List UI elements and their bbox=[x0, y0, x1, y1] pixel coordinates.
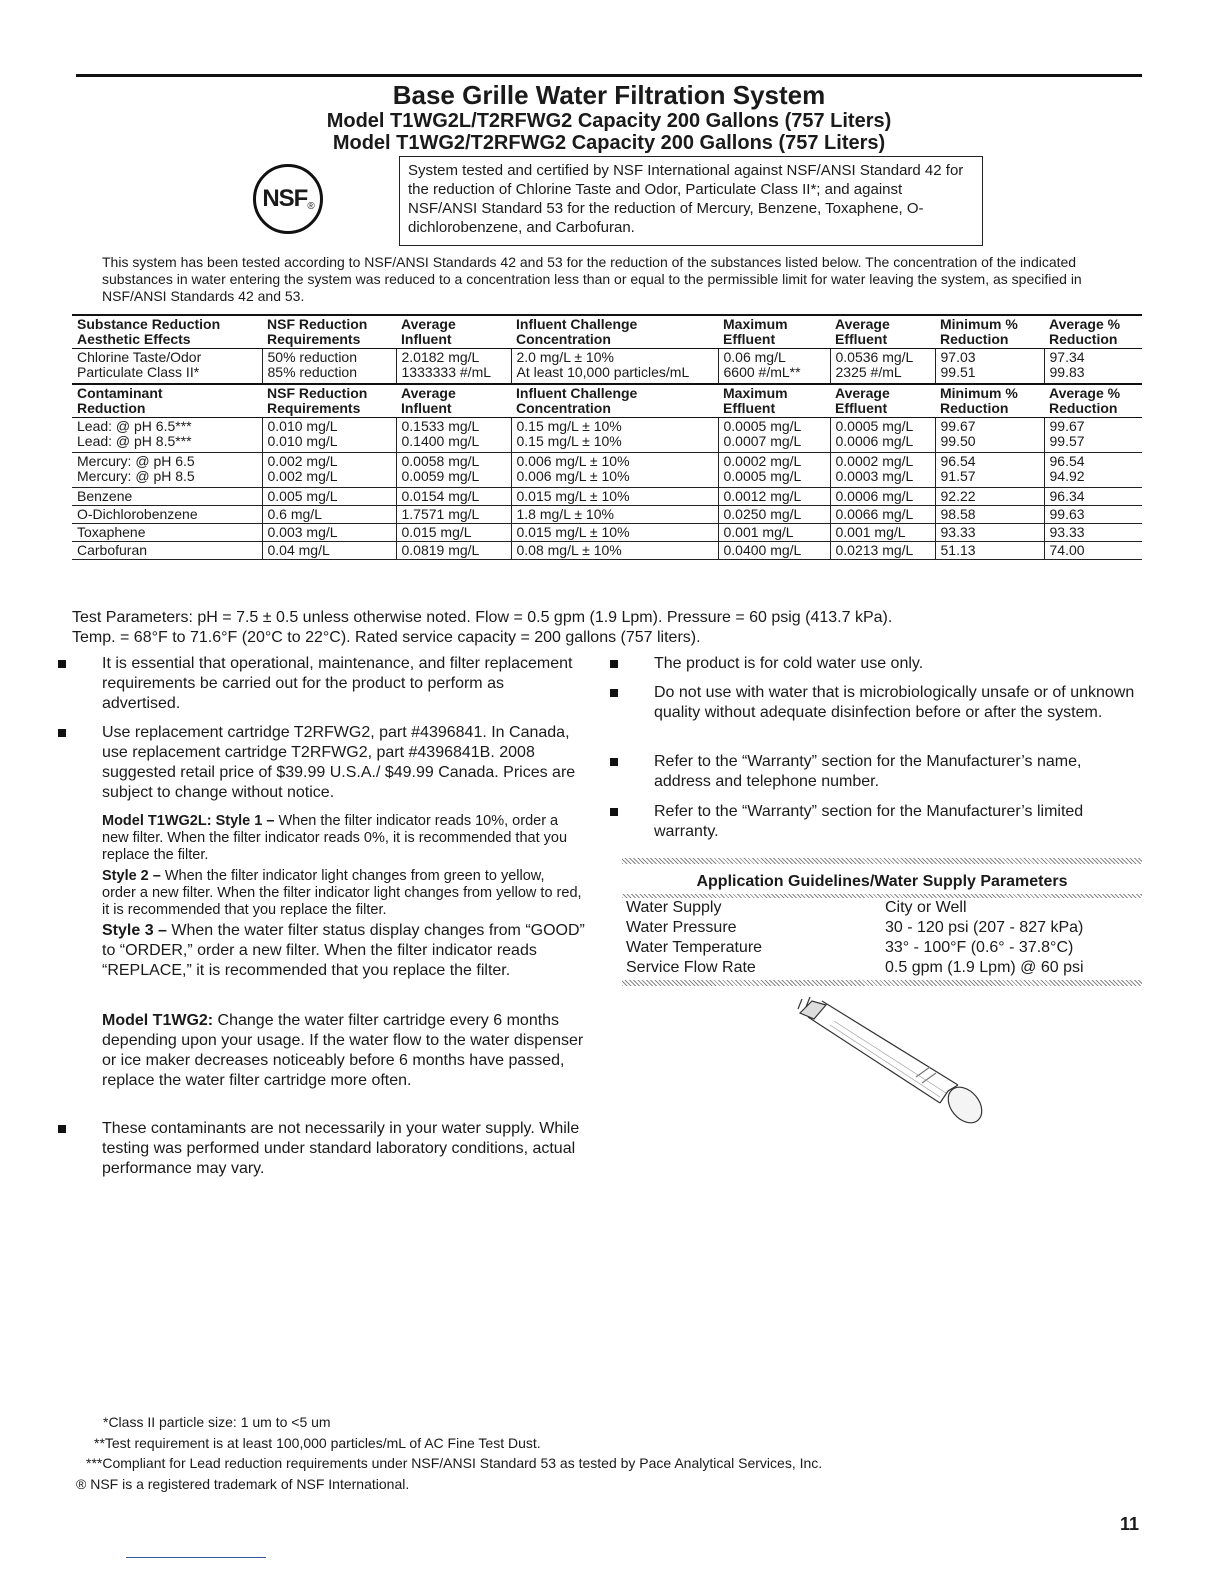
style-1-note bbox=[102, 813, 582, 864]
table-cell: 0.0005 mg/L 0.0007 mg/L bbox=[718, 418, 830, 453]
table-cell: 99.63 bbox=[1044, 506, 1142, 524]
table-cell: 1.7571 mg/L bbox=[396, 506, 511, 524]
style-2-note bbox=[102, 868, 582, 919]
table-header-row bbox=[72, 315, 1142, 349]
intro-paragraph: This system has been tested according to NSF/ANSI Standards 42 and 53 for the reduction of the substances listed below. The concentration of the indicated substances in water entering the system was reduced to a concentration less than or equal to the permissible limit for water leaving the system, as specified in NSF/ANSI Standards 42 and 53. bbox=[102, 254, 1082, 304]
table-cell: 0.0819 mg/L bbox=[396, 542, 511, 560]
table-cell: 92.22 bbox=[935, 488, 1044, 506]
table-cell: Mercury: @ pH 6.5 Mercury: @ pH 8.5 bbox=[72, 453, 262, 488]
table-cell: 0.0066 mg/L bbox=[830, 506, 935, 524]
table-cell: 0.15 mg/L ± 10% 0.15 mg/L ± 10% bbox=[511, 418, 718, 453]
table-cell: 1.8 mg/L ± 10% bbox=[511, 506, 718, 524]
table-cell: 51.13 bbox=[935, 542, 1044, 560]
test-parameters-line-2: Temp. = 68°F to 71.6°F (20°C to 22°C). Rated service capacity = 200 gallons (757 liters). bbox=[72, 629, 701, 646]
table-cell: 0.010 mg/L 0.010 mg/L bbox=[262, 418, 396, 453]
table-header-cell: Influent Challenge Concentration bbox=[511, 315, 718, 349]
bullet-warranty-name: Refer to the “Warranty” section for the Manufacturer’s name, address and telephone number. bbox=[654, 752, 1142, 792]
table-cell: 0.06 mg/L 6600 #/mL** bbox=[718, 349, 830, 385]
table-cell: 96.54 94.92 bbox=[1044, 453, 1142, 488]
test-parameters-line-1: Test Parameters: pH = 7.5 ± 0.5 unless otherwise noted. Flow = 0.5 gpm (1.9 Lpm). Pressure = 60 psig (413.7 kPa). bbox=[72, 609, 893, 626]
table-cell: 0.006 mg/L ± 10% 0.006 mg/L ± 10% bbox=[511, 453, 718, 488]
table-header-cell: Average % Reduction bbox=[1044, 384, 1142, 418]
model-subtitle-1: Model T1WG2L/T2RFWG2 Capacity 200 Gallons (757 Liters) bbox=[326, 110, 892, 132]
style-3-label: Style 3 – bbox=[102, 922, 167, 939]
footnote-class-ii: *Class II particle size: 1 um to <5 um bbox=[103, 1414, 331, 1430]
table-header-cell: NSF Reduction Requirements bbox=[262, 315, 396, 349]
bullet-cold-water: The product is for cold water use only. bbox=[654, 654, 1142, 674]
table-header-cell: Average Effluent bbox=[830, 384, 935, 418]
table-cell: 0.0213 mg/L bbox=[830, 542, 935, 560]
table-cell: 96.34 bbox=[1044, 488, 1142, 506]
style-1-label: Model T1WG2L: Style 1 – bbox=[102, 813, 275, 829]
table-cell: 99.67 99.50 bbox=[935, 418, 1044, 453]
application-param-name: Service Flow Rate bbox=[626, 959, 756, 976]
table-header-cell: Average Effluent bbox=[830, 315, 935, 349]
page-number: 11 bbox=[1120, 1514, 1140, 1534]
filter-cartridge-illustration bbox=[790, 995, 990, 1130]
bullet-maintenance: It is essential that operational, maintenance, and filter replacement requirements be carried out for the product to perform as advertised. bbox=[102, 654, 582, 714]
table-header-cell: Minimum % Reduction bbox=[935, 315, 1044, 349]
test-parameters bbox=[72, 608, 1142, 648]
table-header-cell: Average % Reduction bbox=[1044, 315, 1142, 349]
style-3-text: When the water filter status display changes from “GOOD” to “ORDER,” order a new filter. When the filter indicator reads “REPLACE,” it is recommended that you replace the filter. bbox=[102, 922, 585, 979]
reduction-table bbox=[72, 314, 1142, 560]
table-cell: 0.0400 mg/L bbox=[718, 542, 830, 560]
bullet-microbiological: Do not use with water that is microbiologically unsafe or of unknown quality without adequate disinfection before or after the system. bbox=[654, 683, 1142, 723]
table-cell: Benzene bbox=[72, 488, 262, 506]
table-cell: 93.33 bbox=[935, 524, 1044, 542]
table-cell: 97.34 99.83 bbox=[1044, 349, 1142, 385]
table-row bbox=[72, 524, 1142, 542]
application-param-name: Water Pressure bbox=[626, 919, 737, 936]
table-cell: 98.58 bbox=[935, 506, 1044, 524]
table-cell: 2.0182 mg/L 1333333 #/mL bbox=[396, 349, 511, 385]
table-cell: 0.005 mg/L bbox=[262, 488, 396, 506]
application-guidelines bbox=[622, 858, 1142, 986]
table-cell: 0.0005 mg/L 0.0006 mg/L bbox=[830, 418, 935, 453]
table-cell: 0.1533 mg/L 0.1400 mg/L bbox=[396, 418, 511, 453]
table-cell: 0.0154 mg/L bbox=[396, 488, 511, 506]
table-header-cell: Contaminant Reduction bbox=[72, 384, 262, 418]
table-cell: O-Dichlorobenzene bbox=[72, 506, 262, 524]
table-cell: 0.0012 mg/L bbox=[718, 488, 830, 506]
table-cell: 0.0002 mg/L 0.0003 mg/L bbox=[830, 453, 935, 488]
table-cell: 0.015 mg/L bbox=[396, 524, 511, 542]
table-header-cell: Maximum Effluent bbox=[718, 315, 830, 349]
table-cell: 96.54 91.57 bbox=[935, 453, 1044, 488]
table-cell: 0.0536 mg/L 2325 #/mL bbox=[830, 349, 935, 385]
table-cell: 97.03 99.51 bbox=[935, 349, 1044, 385]
table-cell: 0.0002 mg/L 0.0005 mg/L bbox=[718, 453, 830, 488]
table-header-cell: Average Influent bbox=[396, 315, 511, 349]
table-cell: 0.04 mg/L bbox=[262, 542, 396, 560]
table-cell: Chlorine Taste/Odor Particulate Class II* bbox=[72, 349, 262, 385]
table-header-cell: Minimum % Reduction bbox=[935, 384, 1044, 418]
table-row bbox=[72, 506, 1142, 524]
model-t1wg2-label: Model T1WG2: bbox=[102, 1012, 214, 1029]
footnote-test-requirement: **Test requirement is at least 100,000 particles/mL of AC Fine Test Dust. bbox=[94, 1435, 541, 1451]
bullet-contaminants: These contaminants are not necessarily in your water supply. While testing was performed under standard laboratory conditions, actual performance may vary. bbox=[102, 1119, 586, 1179]
style-2-label: Style 2 – bbox=[102, 868, 161, 884]
table-cell: 0.6 mg/L bbox=[262, 506, 396, 524]
table-cell: 0.002 mg/L 0.002 mg/L bbox=[262, 453, 396, 488]
certification-box: System tested and certified by NSF International against NSF/ANSI Standard 42 for the reduction of Chlorine Taste and Odor, Particulate Class II*; and against NSF/ANSI Standard 53 for the reduction of Mercury, Benzene, Toxaphene, O-dichlorobenzene, and Carbofuran. bbox=[399, 156, 983, 246]
table-cell: 50% reduction 85% reduction bbox=[262, 349, 396, 385]
table-row bbox=[72, 418, 1142, 453]
application-param-value: 0.5 gpm (1.9 Lpm) @ 60 psi bbox=[885, 959, 1084, 976]
page-header bbox=[76, 80, 1142, 154]
page-title: Base Grille Water Filtration System bbox=[392, 80, 826, 110]
table-cell: 2.0 mg/L ± 10% At least 10,000 particles/mL bbox=[511, 349, 718, 385]
table-cell: 0.003 mg/L bbox=[262, 524, 396, 542]
table-row bbox=[72, 453, 1142, 488]
table-cell: Toxaphene bbox=[72, 524, 262, 542]
nsf-logo bbox=[253, 164, 323, 234]
table-header-cell: NSF Reduction Requirements bbox=[262, 384, 396, 418]
table-header-cell: Influent Challenge Concentration bbox=[511, 384, 718, 418]
table-cell: 0.0006 mg/L bbox=[830, 488, 935, 506]
table-cell: Lead: @ pH 6.5*** Lead: @ pH 8.5*** bbox=[72, 418, 262, 453]
model-t1wg2-note bbox=[102, 1011, 592, 1091]
style-1-text: When the filter indicator reads 10%, order a new filter. When the filter indicator reads 0%, it is recommended that you replace the filter. bbox=[102, 813, 568, 863]
application-row bbox=[622, 898, 1142, 918]
table-cell: 0.001 mg/L bbox=[718, 524, 830, 542]
table-header-cell: Maximum Effluent bbox=[718, 384, 830, 418]
model-t1wg2-text: Change the water filter cartridge every 6 months depending upon your usage. If the water flow to the water dispenser or ice maker decreases noticeably before 6 months have passed, replace the water filter cartridge more often. bbox=[102, 1012, 584, 1089]
table-cell: 0.0250 mg/L bbox=[718, 506, 830, 524]
top-rule bbox=[76, 74, 1142, 77]
hatch-divider-bottom bbox=[622, 980, 1142, 986]
bullet-warranty-limited: Refer to the “Warranty” section for the Manufacturer’s limited warranty. bbox=[654, 802, 1142, 842]
table-cell: 0.001 mg/L bbox=[830, 524, 935, 542]
application-row bbox=[622, 958, 1142, 978]
application-row bbox=[622, 938, 1142, 958]
table-cell: Carbofuran bbox=[72, 542, 262, 560]
style-3-note bbox=[102, 921, 592, 981]
nsf-reg-mark: ® bbox=[307, 200, 314, 212]
application-param-name: Water Temperature bbox=[626, 939, 763, 956]
table-header-cell: Substance Reduction Aesthetic Effects bbox=[72, 315, 262, 349]
application-param-value: 33° - 100°F (0.6° - 37.8°C) bbox=[885, 939, 1074, 956]
table-row bbox=[72, 542, 1142, 560]
table-cell: 0.015 mg/L ± 10% bbox=[511, 488, 718, 506]
table-header-row bbox=[72, 384, 1142, 418]
footnote-lead-compliance: ***Compliant for Lead reduction requirements under NSF/ANSI Standard 53 as tested by Pace Analytical Services, Inc. bbox=[86, 1455, 823, 1471]
application-title: Application Guidelines/Water Supply Parameters bbox=[696, 873, 1068, 890]
bottom-link-rule bbox=[126, 1557, 266, 1558]
table-cell: 99.67 99.57 bbox=[1044, 418, 1142, 453]
nsf-logo-text: NSF bbox=[262, 185, 308, 212]
table-cell: 74.00 bbox=[1044, 542, 1142, 560]
table-cell: 0.08 mg/L ± 10% bbox=[511, 542, 718, 560]
model-subtitle-2: Model T1WG2/T2RFWG2 Capacity 200 Gallons (757 Liters) bbox=[332, 132, 886, 154]
table-row bbox=[72, 349, 1142, 385]
table-cell: 93.33 bbox=[1044, 524, 1142, 542]
bullet-replacement-cartridge: Use replacement cartridge T2RFWG2, part #4396841. In Canada, use replacement cartridge T2RFWG2, part #4396841B. 2008 suggested retail price of $39.99 U.S.A./ $49.99 Canada. Prices are subject to change without notice. bbox=[102, 723, 584, 803]
application-param-value: City or Well bbox=[885, 899, 967, 916]
table-cell: 0.015 mg/L ± 10% bbox=[511, 524, 718, 542]
application-row bbox=[622, 918, 1142, 938]
application-param-name: Water Supply bbox=[626, 899, 722, 916]
table-row bbox=[72, 488, 1142, 506]
footnote-trademark: ® NSF is a registered trademark of NSF International. bbox=[76, 1476, 410, 1492]
application-param-value: 30 - 120 psi (207 - 827 kPa) bbox=[885, 919, 1084, 936]
table-cell: 0.0058 mg/L 0.0059 mg/L bbox=[396, 453, 511, 488]
style-2-text: When the filter indicator light changes from green to yellow, order a new filter. When the filter indicator light changes from yellow to red, it is recommended that you replace the filter. bbox=[102, 868, 582, 918]
application-rows bbox=[622, 898, 1142, 978]
table-header-cell: Average Influent bbox=[396, 384, 511, 418]
